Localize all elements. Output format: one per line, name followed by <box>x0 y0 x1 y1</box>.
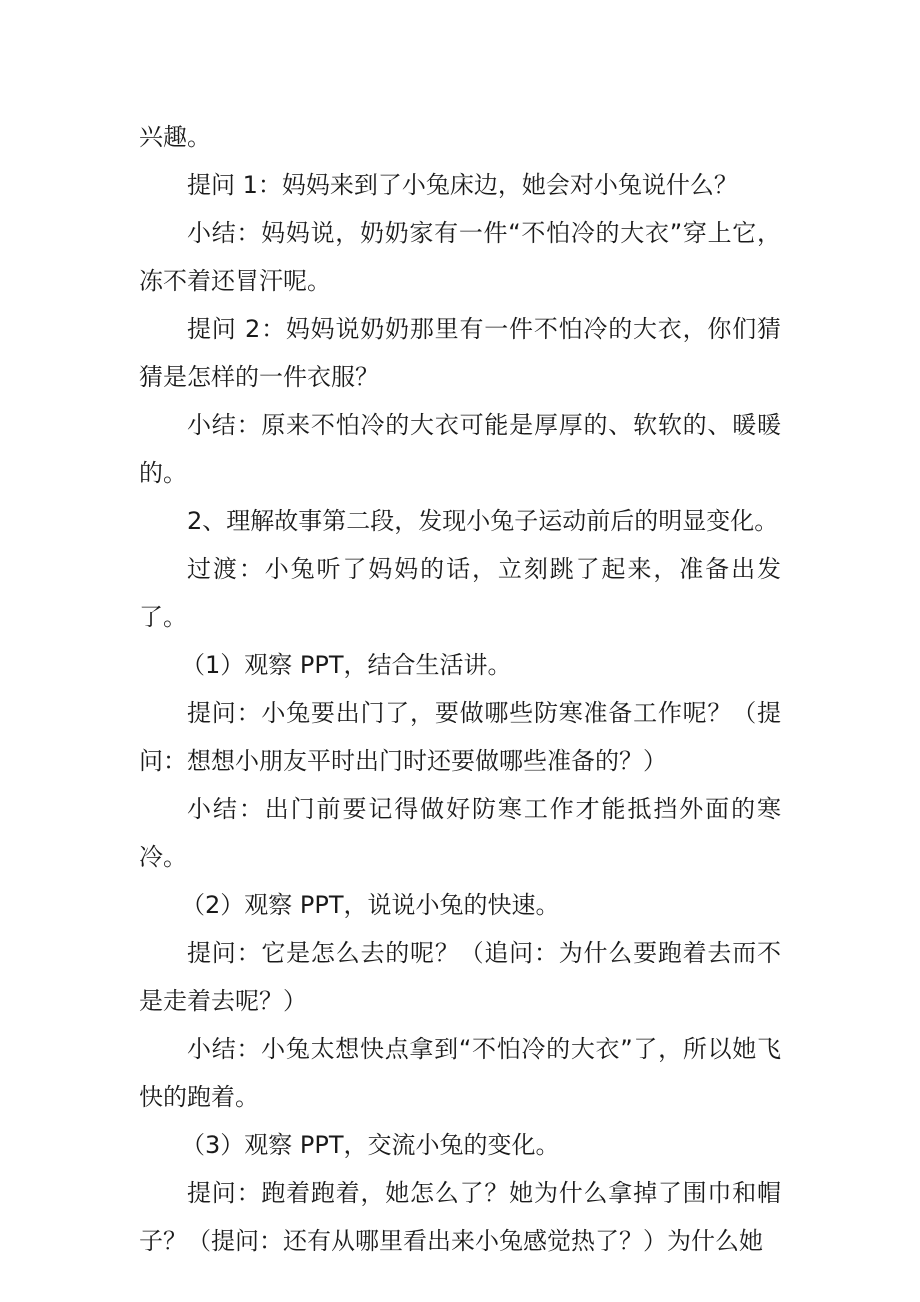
paragraph-question-1: 提问 1：妈妈来到了小兔床边，她会对小兔说什么？ <box>187 171 738 199</box>
document-body <box>139 113 781 1265</box>
paragraph-transition: 过渡：小兔听了妈妈的话，立刻跳了起来，准备出发了。 <box>139 555 781 631</box>
paragraph-question-5: 提问：跑着跑着，她怎么了？她为什么拿掉了围巾和帽子？（提问：还有从哪里看出来小兔感觉热了？）为什么她 <box>139 1179 781 1255</box>
paragraph-question-3: 提问：小兔要出门了，要做哪些防寒准备工作呢？（提问：想想小朋友平时出门时还要做哪些准备的？） <box>139 699 781 775</box>
paragraph-step-3: （3）观察 PPT，交流小兔的变化。 <box>181 1131 560 1159</box>
paragraph-summary-1: 小结：妈妈说，奶奶家有一件“不怕冷的大衣”穿上它，冻不着还冒汗呢。 <box>139 219 781 295</box>
paragraph-step-2: （2）观察 PPT，说说小兔的快速。 <box>181 891 560 919</box>
paragraph-summary-4: 小结：小兔太想快点拿到“不怕冷的大衣”了，所以她飞快的跑着。 <box>139 1035 781 1111</box>
paragraph-continuation: 兴趣。 <box>139 123 211 151</box>
paragraph-question-2: 提问 2：妈妈说奶奶那里有一件不怕冷的大衣，你们猜猜是怎样的一件衣服？ <box>139 315 781 391</box>
paragraph-summary-2: 小结：原来不怕冷的大衣可能是厚厚的、软软的、暖暖的。 <box>139 411 781 487</box>
paragraph-step-1: （1）观察 PPT，结合生活讲。 <box>181 651 512 679</box>
paragraph-question-4: 提问：它是怎么去的呢？（追问：为什么要跑着去而不是走着去呢？） <box>139 939 781 1015</box>
paragraph-section-2-heading: 2、理解故事第二段，发现小兔子运动前后的明显变化。 <box>187 507 779 535</box>
paragraph-summary-3: 小结：出门前要记得做好防寒工作才能抵挡外面的寒冷。 <box>139 795 781 871</box>
